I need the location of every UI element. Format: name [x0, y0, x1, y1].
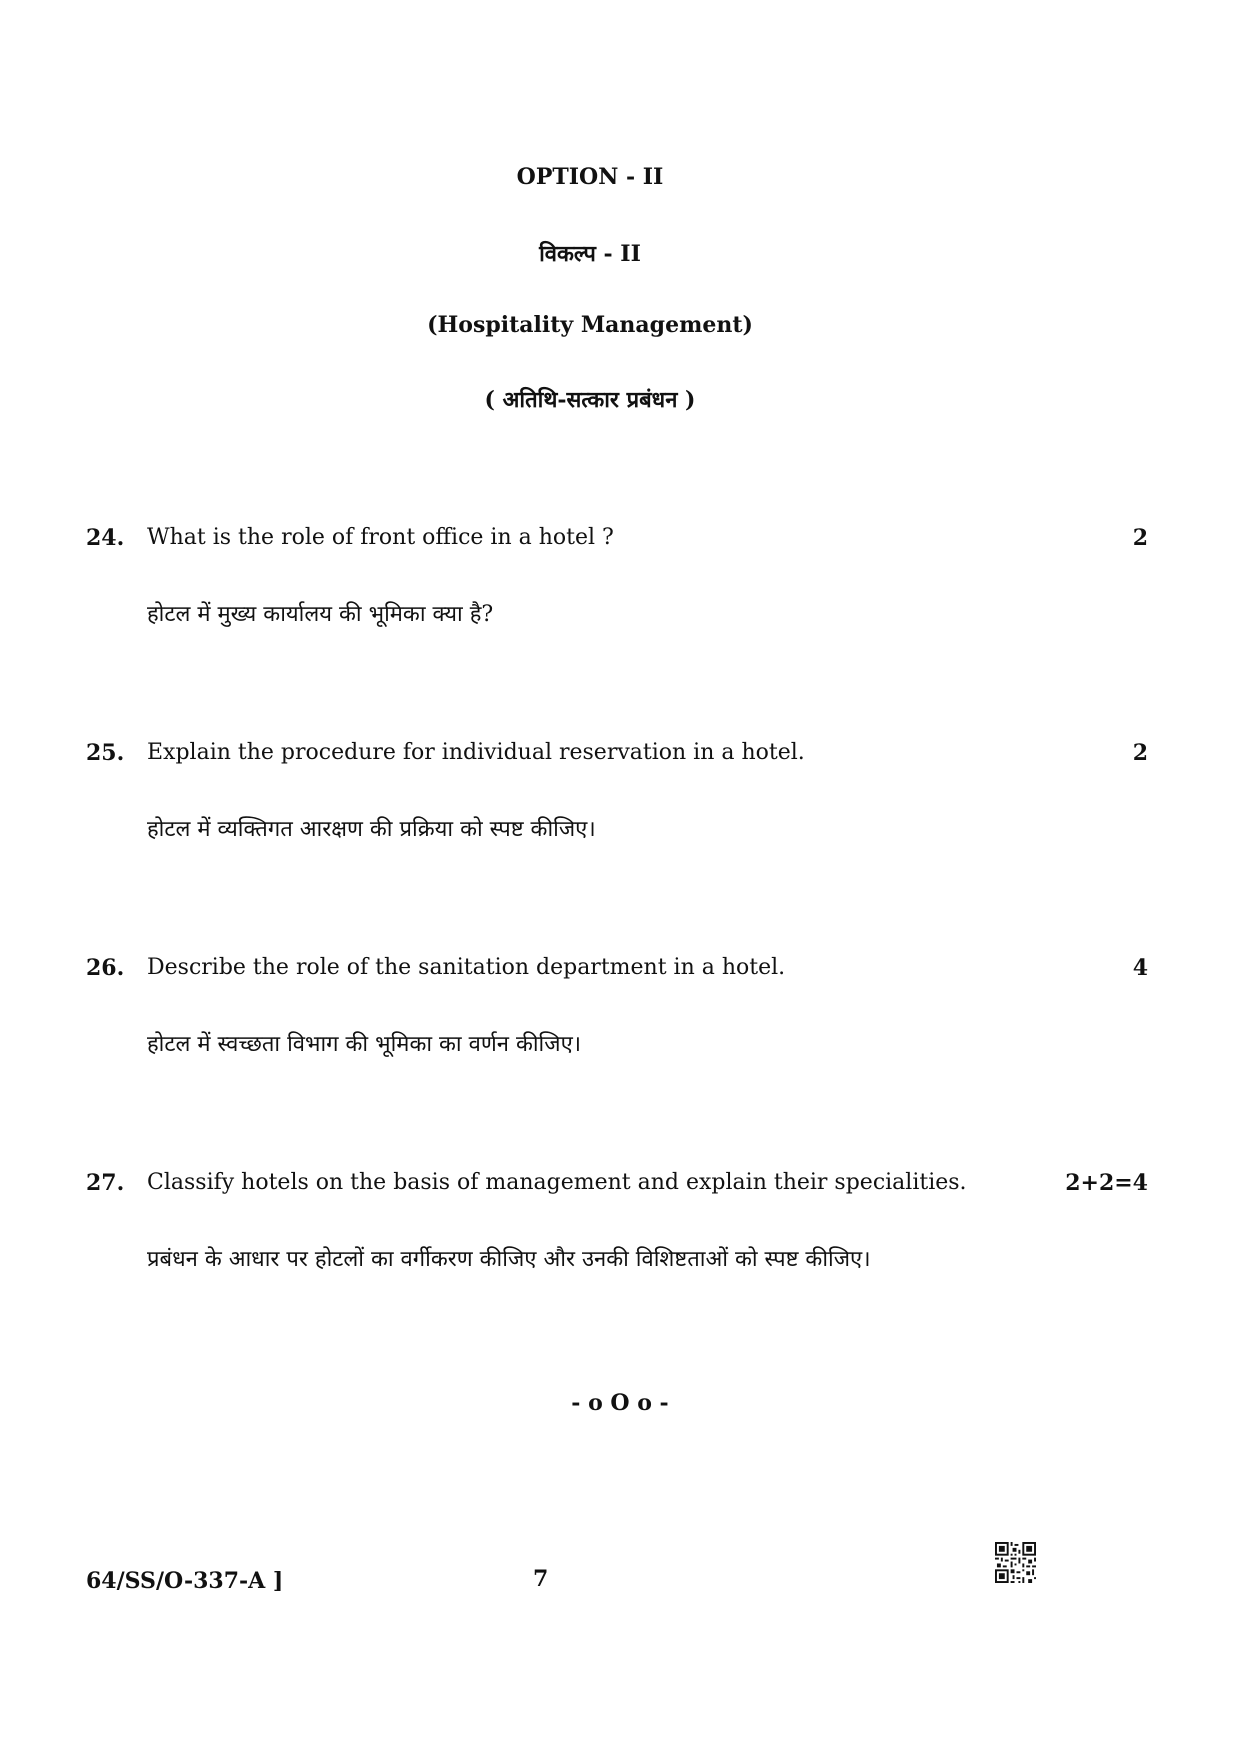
- question-text-english: Classify hotels on the basis of management and explain their specialities.: [147, 1170, 967, 1195]
- question-marks: 4: [1132, 955, 1148, 981]
- question-number: 24.: [86, 525, 125, 551]
- subject-heading-hindi: ( अतिथि-सत्कार प्रबंधन ): [484, 387, 696, 413]
- question-text-hindi: होटल में मुख्य कार्यालय की भूमिका क्या है?: [147, 602, 494, 627]
- option-heading-hindi: विकल्प - II: [539, 241, 641, 267]
- question-number: 27.: [86, 1170, 125, 1196]
- paper-code: 64/SS/O-337-A ]: [86, 1568, 284, 1594]
- question-text-hindi: होटल में स्वच्छता विभाग की भूमिका का वर्णन कीजिए।: [147, 1032, 582, 1057]
- question-text-english: What is the role of front office in a hotel ?: [147, 525, 614, 550]
- question-number: 25.: [86, 740, 125, 766]
- question-text-hindi: प्रबंधन के आधार पर होटलों का वर्गीकरण कीजिए और उनकी विशिष्टताओं को स्पष्ट कीजिए।: [147, 1247, 871, 1272]
- page-number: 7: [533, 1566, 549, 1592]
- question-25: [0, 740, 1240, 860]
- question-27: [0, 1170, 1240, 1290]
- question-marks: 2+2=4: [1065, 1170, 1148, 1196]
- question-marks: 2: [1132, 525, 1148, 551]
- question-24: [0, 525, 1240, 645]
- option-heading: OPTION - II: [516, 164, 664, 190]
- question-text-hindi: होटल में व्यक्तिगत आरक्षण की प्रक्रिया को स्पष्ट कीजिए।: [147, 817, 596, 842]
- question-26: [0, 955, 1240, 1075]
- question-text-english: Explain the procedure for individual reservation in a hotel.: [147, 740, 805, 765]
- subject-heading: (Hospitality Management): [427, 312, 753, 338]
- qr-code-icon: [995, 1542, 1036, 1583]
- question-number: 26.: [86, 955, 125, 981]
- end-of-paper-mark: - o O o -: [571, 1390, 669, 1416]
- question-text-english: Describe the role of the sanitation department in a hotel.: [147, 955, 786, 980]
- question-marks: 2: [1132, 740, 1148, 766]
